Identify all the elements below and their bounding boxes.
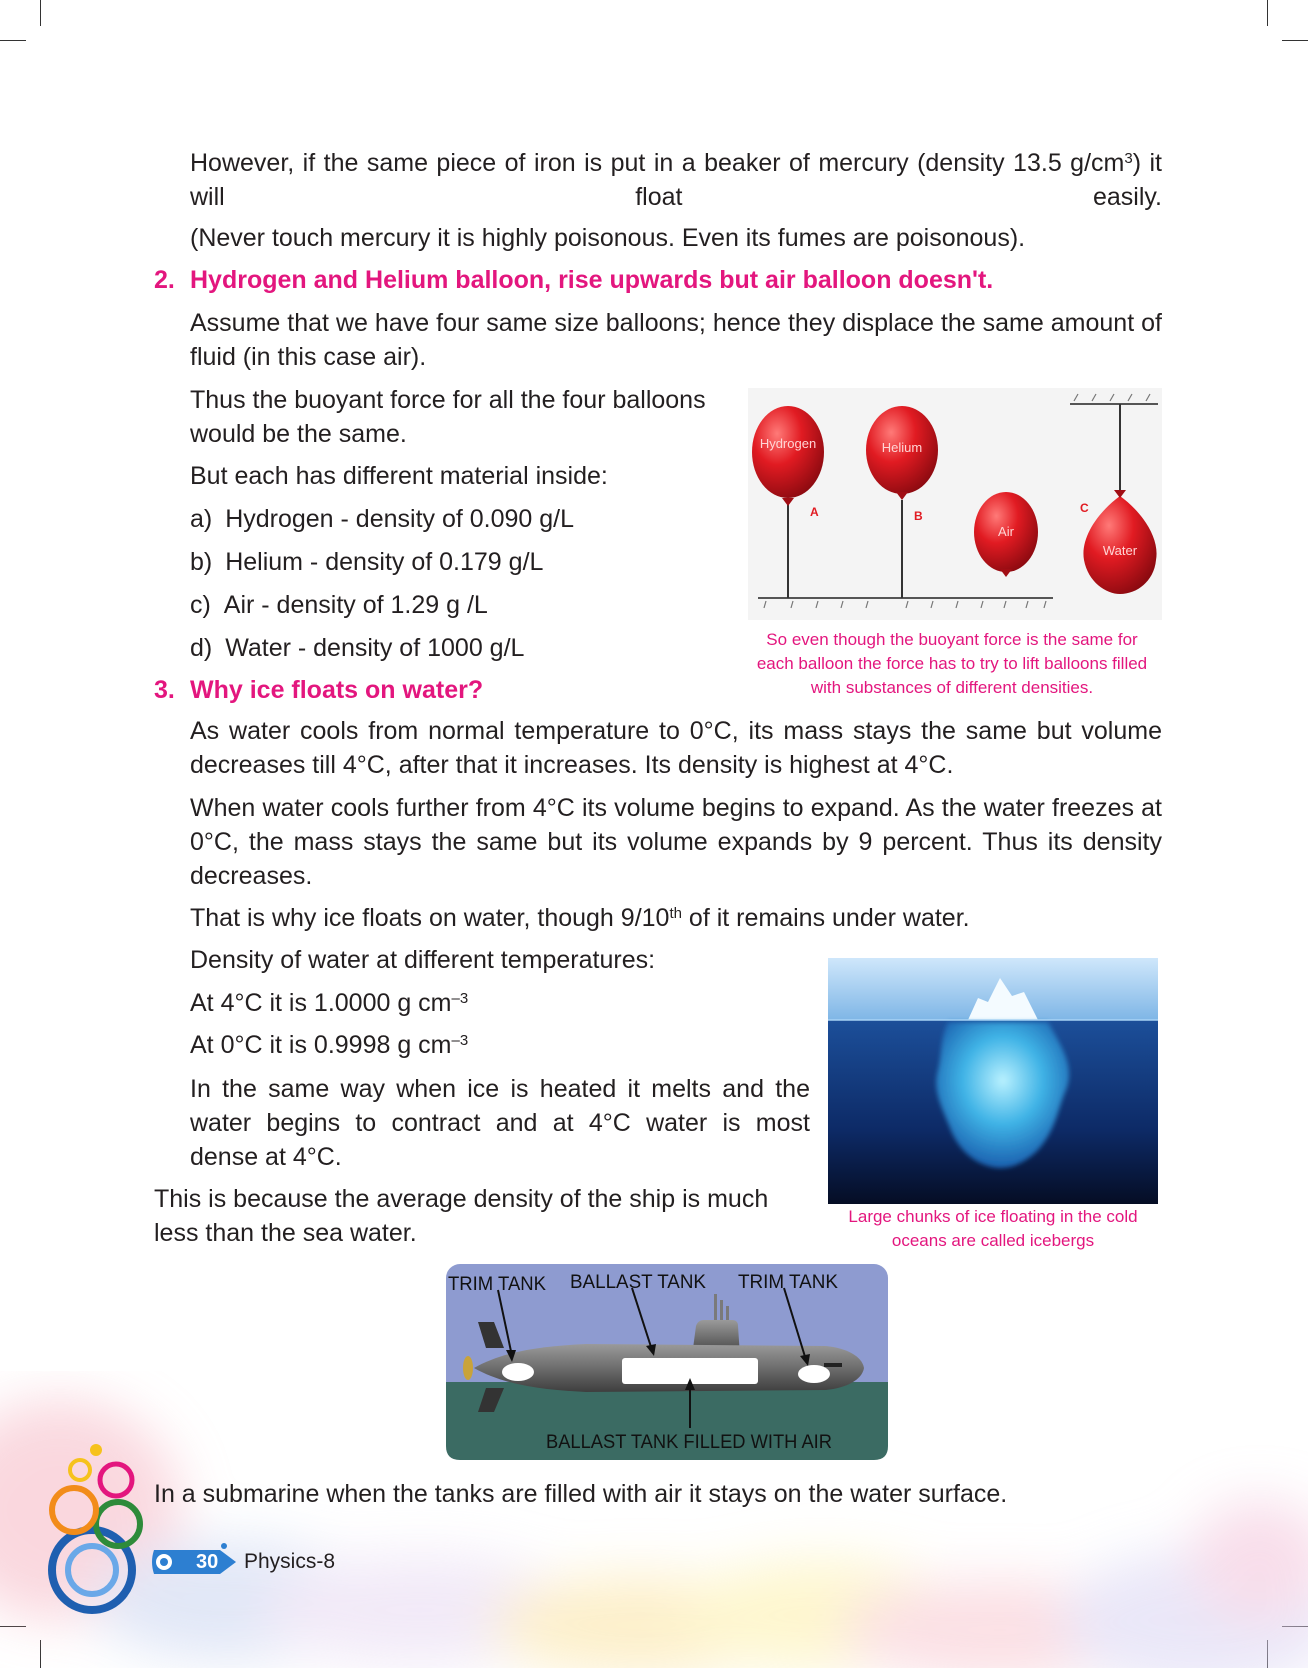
- circle-decoration: [70, 1460, 90, 1480]
- propeller: [463, 1356, 473, 1380]
- heading-3: [154, 673, 714, 707]
- heading-3-text: Why ice floats on water?: [190, 676, 484, 704]
- hydrogen-balloon: [752, 406, 824, 498]
- ice-expand-paragraph: When water cools further from 4°C its volume begins to expand. As the water freezes at 0°C, the mass stays the same but its volume expands by 9 percent. Thus its density decreases.: [190, 794, 1162, 890]
- heading-2-text: Hydrogen and Helium balloon, rise upwards but air balloon doesn't.: [190, 266, 994, 294]
- at4-exponent: –3: [451, 990, 469, 1007]
- crop-mark: [1267, 0, 1268, 26]
- submarine-paragraph: In a submarine when the tanks are filled with air it stays on the water surface.: [154, 1480, 1008, 1508]
- list-marker: c): [190, 591, 211, 619]
- circle-decoration: [68, 1546, 116, 1594]
- ice-floats-text-2: of it remains under water.: [681, 904, 970, 932]
- hydrogen-label: Hydrogen: [759, 436, 817, 451]
- density-item-air: [190, 588, 488, 622]
- circle-decoration: [52, 1530, 132, 1610]
- list-marker: d): [190, 634, 213, 662]
- buoyant-same-paragraph: Thus the buoyant force for all the four balloons would be the same.: [190, 386, 706, 448]
- crop-mark: [40, 0, 41, 26]
- list-text: Air - density of 1.29 g /L: [223, 591, 488, 619]
- air-label: Air: [998, 524, 1014, 539]
- list-marker: a): [190, 505, 213, 533]
- at0-exponent: –3: [451, 1032, 469, 1049]
- list-text: Hydrogen - density of 0.090 g/L: [225, 505, 575, 533]
- at0-text: At 0°C it is 0.9998 g cm: [190, 1031, 452, 1059]
- circle-decoration: [52, 1488, 96, 1532]
- submarine-figure: [446, 1264, 888, 1460]
- trim-tank-right-label: TRIM TANK: [738, 1272, 839, 1293]
- mercury-paragraph: [190, 146, 1162, 214]
- balloons-intro: Assume that we have four same size balloons; hence they displace the same amount of fluid (in this case air).: [190, 309, 1162, 371]
- water-label: Water: [1102, 543, 1138, 558]
- page-number: 30: [196, 1551, 219, 1573]
- iceberg-caption: Large chunks of ice floating in the cold oceans are called icebergs: [848, 1207, 1138, 1250]
- crop-mark: [0, 40, 26, 41]
- decorative-circles: [40, 1440, 150, 1630]
- helium-label: Helium: [881, 440, 923, 455]
- book-title: Physics-8: [244, 1550, 336, 1573]
- circle-decoration: [90, 1444, 102, 1456]
- mercury-text-1: However, if the same piece of iron is put in a beaker of mercury (density 13.5 g/cm: [190, 149, 1125, 177]
- heading-2: [154, 263, 1164, 297]
- density-at-0c: [190, 1028, 810, 1062]
- crop-mark: [1282, 40, 1308, 41]
- label-c: C: [1080, 501, 1089, 515]
- trim-tank-left: [502, 1363, 534, 1381]
- torpedo-tube: [824, 1363, 842, 1367]
- balloon-caption: So even though the buoyant force is the same for each balloon the force has to try to lift balloons filled with substances of different densities.: [756, 630, 1148, 697]
- circle-decoration: [100, 1464, 132, 1496]
- trim-tank-left-label: TRIM TANK: [448, 1274, 547, 1295]
- iceberg-figure: [828, 958, 1158, 1204]
- mercury-warning: (Never touch mercury it is highly poisonous. Even its fumes are poisonous).: [190, 224, 1026, 252]
- density-at-4c: [190, 986, 810, 1020]
- ice-cooling-paragraph: As water cools from normal temperature to 0°C, its mass stays the same but volume decreases till 4°C, after that it increases. Its density is highest at 4°C.: [190, 717, 1162, 779]
- ballast-filled-label: BALLAST TANK FILLED WITH AIR: [546, 1432, 832, 1453]
- ice-floats-text-1: That is why ice floats on water, though 9/10: [190, 904, 670, 932]
- density-item-hydrogen: [190, 502, 574, 536]
- label-a: A: [810, 505, 819, 519]
- balloon-figure: [748, 388, 1162, 620]
- density-temps-paragraph: Density of water at different temperatures:: [190, 946, 656, 974]
- different-material-paragraph: But each has different material inside:: [190, 462, 608, 490]
- label-b: B: [914, 509, 923, 523]
- list-text: Helium - density of 0.179 g/L: [225, 548, 544, 576]
- list-text: Water - density of 1000 g/L: [225, 634, 525, 662]
- page-number-badge: [150, 1542, 240, 1582]
- list-marker: b): [190, 548, 213, 576]
- ice-floats-superscript: th: [669, 905, 682, 922]
- density-item-water: [190, 631, 524, 665]
- mercury-text-2: ) it will float easily.: [190, 149, 1162, 211]
- ballast-tank-label: BALLAST TANK: [570, 1272, 707, 1293]
- heated-paragraph: In the same way when ice is heated it melts and the water begins to contract and at 4°C water is most dense at 4°C.: [190, 1075, 810, 1171]
- trim-tank-right: [798, 1365, 830, 1383]
- heading-3-number: 3.: [154, 676, 175, 704]
- heading-2-number: 2.: [154, 266, 175, 294]
- density-item-helium: [190, 545, 543, 579]
- ice-floats-paragraph: [190, 901, 1162, 935]
- ship-paragraph: This is because the average density of the ship is much less than the sea water.: [154, 1185, 769, 1247]
- at4-text: At 4°C it is 1.0000 g cm: [190, 989, 452, 1017]
- mercury-superscript: 3: [1124, 150, 1133, 167]
